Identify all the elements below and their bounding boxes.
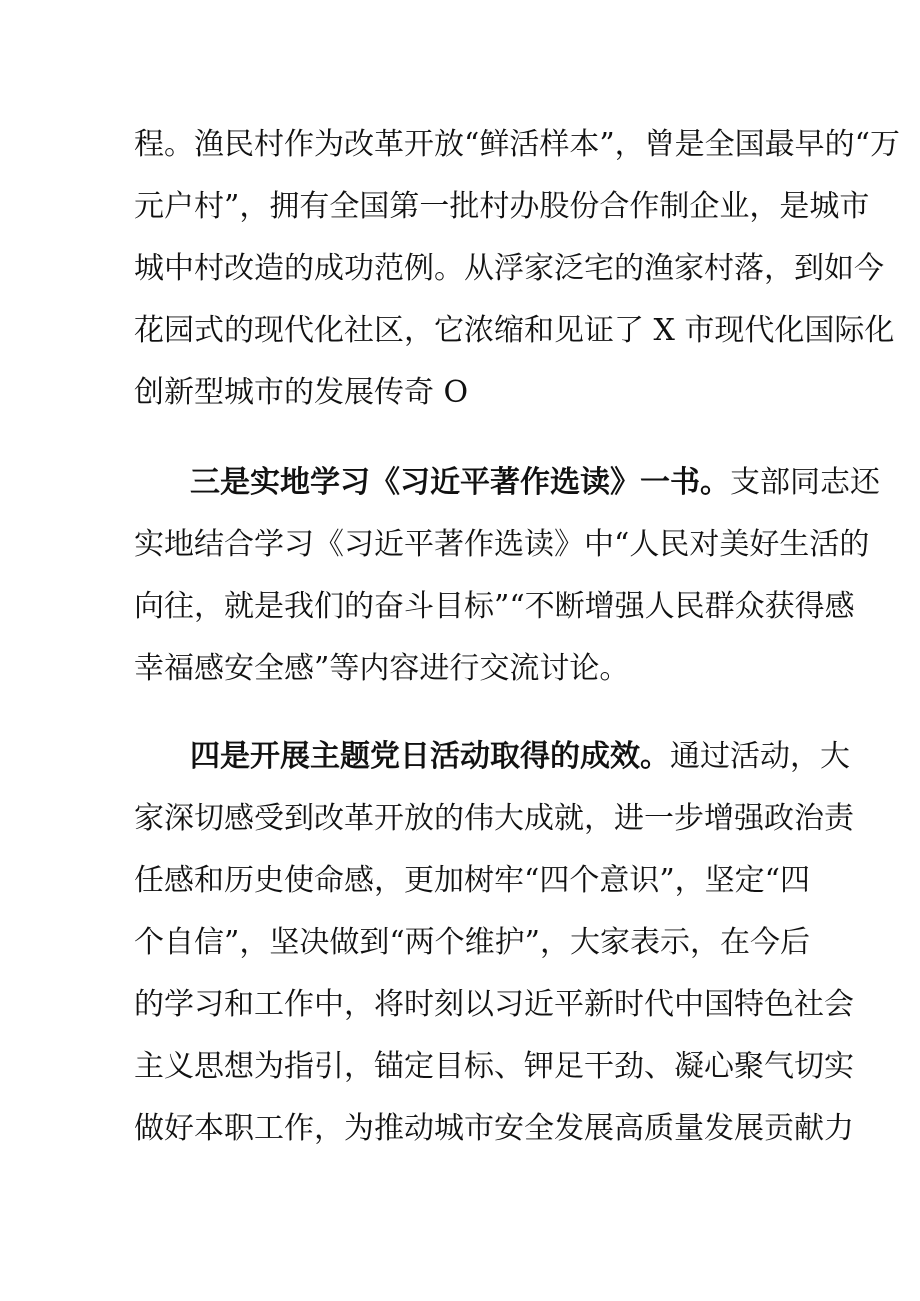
paragraph-3-line-7: 做好本职工作，为推动城市安全发展高质量发展贡献力 — [134, 1111, 854, 1146]
paragraph-3-heading: 四是开展主题党日活动取得的成效。 — [190, 739, 670, 774]
paragraph-3-line-6: 主义思想为指引，锚定目标、钾足干劲、凝心聚气切实 — [134, 1049, 854, 1084]
paragraph-2-line-3: 向往，就是我们的奋斗目标”“不断增强人民群众获得感 — [134, 589, 855, 624]
paragraph-3-line-3: 任感和历史使命感，更加树牢“四个意识”，坚定“四 — [134, 863, 811, 898]
paragraph-1-line-5: 创新型城市的发展传奇 O — [134, 375, 469, 410]
paragraph-3-line-1 — [190, 737, 850, 777]
paragraph-2-heading: 三是实地学习《习近平著作选读》一书。 — [190, 465, 730, 500]
paragraph-3-first-line-rest: 通过活动，大 — [670, 739, 850, 774]
paragraph-1-line-2: 元户村”，拥有全国第一批村办股份合作制企业，是城市 — [134, 189, 870, 224]
paragraph-1-line-3: 城中村改造的成功范例。从浮家泛宅的渔家村落，到如今 — [134, 251, 884, 286]
paragraph-2-line-2: 实地结合学习《习近平著作选读》中“人民对美好生活的 — [134, 527, 870, 562]
paragraph-3-line-2: 家深切感受到改革开放的伟大成就，进一步增强政治责 — [134, 801, 854, 836]
paragraph-2-line-1 — [190, 463, 880, 503]
paragraph-1-line-4: 花园式的现代化社区，它浓缩和见证了 X 市现代化国际化 — [134, 313, 895, 348]
paragraph-2-line-4: 幸福感安全感”等内容进行交流讨论。 — [134, 651, 630, 686]
paragraph-3-line-4: 个自信”，坚决做到“两个维护”，大家表示，在今后 — [134, 925, 811, 960]
paragraph-3-line-5: 的学习和工作中，将时刻以习近平新时代中国特色社会 — [134, 987, 854, 1022]
paragraph-1-line-1: 程。渔民村作为改革开放“鲜活样本”，曾是全国最早的“万 — [134, 127, 901, 162]
paragraph-2-first-line-rest: 支部同志还 — [730, 465, 880, 500]
